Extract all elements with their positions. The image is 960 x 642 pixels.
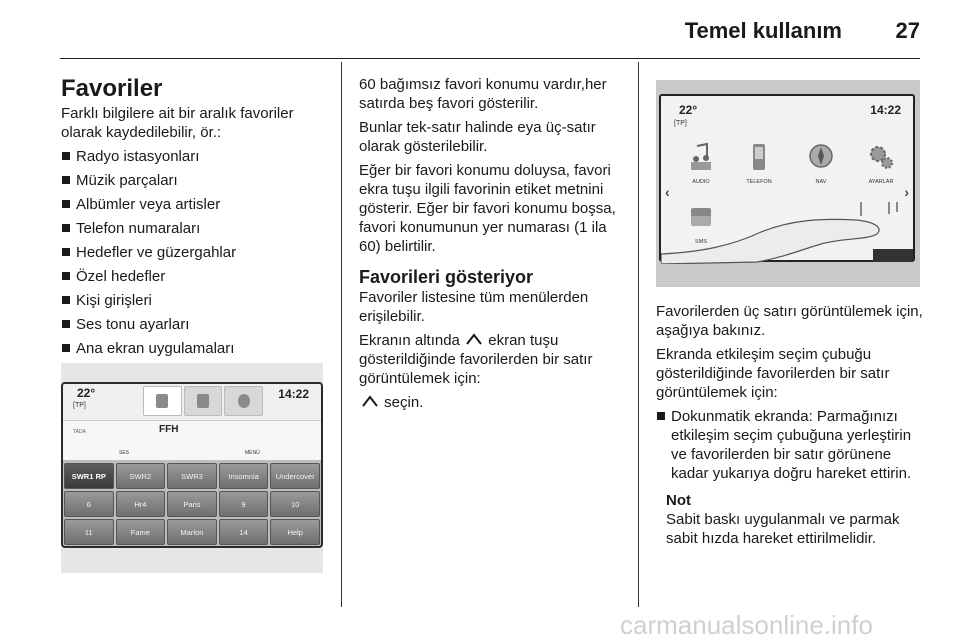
- note-text: Sabit baskı uygulanmalı ve parmak sabit hızda hareket ettirilmelidir.: [666, 511, 900, 547]
- favorite-button[interactable]: Fame: [116, 519, 166, 545]
- paragraph: Eğer bir favori konumu doluysa, favori ekra tuşu ilgili favorinin etiket metnini gösterir. Eğer bir favori konumu boşsa, favori konumunun yer numarası (1 ila 60) belirtilir.: [359, 162, 616, 255]
- list-item: Dokunmatik ekranda: Parmağınızı etkileşim seçim çubuğuna yerleştirin ve favorilerden bir satır görünene kadar yukarıya doğru hareket ettirin.: [656, 407, 924, 483]
- list-item: Albümler veya artisler: [61, 195, 331, 214]
- paragraph-part: Ekranın altında: [359, 332, 460, 349]
- column-divider-1: [341, 62, 342, 607]
- interaction-selector-bar[interactable]: [873, 249, 913, 262]
- list-item: Ana ekran uygulamaları: [61, 339, 331, 358]
- favorite-button[interactable]: Help: [270, 519, 320, 545]
- list-item: Kişi girişleri: [61, 291, 331, 310]
- screen-frame: [659, 94, 915, 262]
- column-3: [656, 302, 924, 548]
- tab-nav[interactable]: [224, 386, 263, 416]
- favorite-button[interactable]: Paris: [167, 491, 217, 517]
- tab-phone[interactable]: [184, 386, 223, 416]
- favorite-button[interactable]: Hr4: [116, 491, 166, 517]
- favorites-list: [61, 147, 331, 358]
- source-tabs: [143, 386, 263, 416]
- favorite-button[interactable]: Insomnia: [219, 463, 269, 489]
- compass-icon: [807, 142, 835, 172]
- column-divider-2: [638, 62, 639, 607]
- paragraph-part: ekran tuşu gösterildiğinde favorilerden bir satır görüntülemek için:: [359, 332, 593, 387]
- app-label: SMS: [695, 239, 707, 245]
- paragraph: Bunlar tek-satır halinde eya üç-satır olarak gösterilebilir.: [359, 119, 596, 155]
- list-item: Müzik parçaları: [61, 171, 331, 190]
- list-item: Ses tonu ayarları: [61, 315, 331, 334]
- chevron-up-icon: [464, 332, 484, 346]
- phone-icon: [197, 394, 209, 408]
- sound-button[interactable]: SES: [119, 450, 130, 456]
- favorite-button[interactable]: SWR2: [116, 463, 166, 489]
- station-name: FFH: [159, 424, 179, 435]
- paragraph: Ekranda etkileşim seçim çubuğu gösterildiğinde favorilerden bir satır görüntülemek için:: [656, 346, 890, 401]
- chevron-up-icon: [360, 394, 380, 408]
- favorite-button[interactable]: Undercover: [270, 463, 320, 489]
- favorite-button[interactable]: 14: [219, 519, 269, 545]
- paragraph: Favorilerden üç satırı görüntülemek için, aşağıya bakınız.: [656, 303, 923, 339]
- clock: 14:22: [278, 387, 309, 401]
- music-icon: [156, 394, 168, 408]
- gear-icon: [867, 142, 895, 172]
- status-bar: [63, 384, 321, 420]
- page-header: [0, 0, 960, 62]
- tp-indicator: [TP]: [73, 402, 86, 409]
- compass-icon: [238, 394, 250, 408]
- music-note-icon: [687, 142, 715, 172]
- list-item: Özel hedefler: [61, 267, 331, 286]
- subheading: Favorileri gösteriyor: [359, 267, 534, 287]
- paragraph-part: seçin.: [384, 394, 424, 411]
- header-title: Temel kullanım: [684, 18, 842, 43]
- favorite-button[interactable]: 10: [270, 491, 320, 517]
- paragraph: 60 bağımsız favori konumu vardır,her satırda beş favori gösterilir.: [359, 76, 607, 112]
- app-label: AUDIO: [692, 179, 710, 185]
- paragraph: [359, 393, 627, 412]
- column-1: [61, 75, 331, 363]
- chevron-left-icon[interactable]: ‹: [665, 184, 670, 200]
- clock: 14:22: [870, 103, 901, 117]
- temperature: 22°: [77, 386, 96, 400]
- menu-button[interactable]: MENÜ: [245, 450, 260, 456]
- tp-indicator: [TP]: [674, 120, 687, 127]
- home-screen-illustration: [656, 80, 920, 287]
- station-small-label: TADA: [73, 429, 86, 435]
- header-rule: [60, 58, 920, 59]
- favorite-button[interactable]: 11: [64, 519, 114, 545]
- paragraph: [359, 331, 627, 388]
- instruction-list: [656, 407, 924, 483]
- favorite-button[interactable]: 9: [219, 491, 269, 517]
- note-box: [656, 491, 924, 548]
- favorite-button[interactable]: 6: [64, 491, 114, 517]
- favorite-button[interactable]: Marlon: [167, 519, 217, 545]
- intro-text: Farklı bilgilere ait bir aralık favoriler olarak kaydedilebilir, ör.:: [61, 105, 294, 141]
- screen-frame: [61, 382, 323, 548]
- list-item: Radyo istasyonları: [61, 147, 331, 166]
- note-title: Not: [666, 492, 691, 509]
- app-label: NAV: [815, 179, 827, 185]
- page-number: 27: [895, 18, 920, 43]
- paragraph: Favoriler listesine tüm menülerden erişilebilir.: [359, 289, 589, 325]
- favorites-grid: [64, 463, 320, 545]
- temperature: 22°: [679, 103, 698, 117]
- app-label: TELEFON: [746, 179, 772, 185]
- favorite-button[interactable]: SWR3: [167, 463, 217, 489]
- favorites-screen-illustration: [61, 363, 323, 573]
- section-heading: Favoriler: [61, 75, 163, 102]
- tab-audio[interactable]: [143, 386, 182, 416]
- list-item: Telefon numaraları: [61, 219, 331, 238]
- list-item: Hedefler ve güzergahlar: [61, 243, 331, 262]
- station-panel: [63, 420, 321, 460]
- column-2: [359, 75, 627, 417]
- watermark: carmanualsonline.info: [620, 610, 873, 640]
- app-label: AYARLAR: [868, 179, 894, 185]
- favorite-button[interactable]: SWR1 RP: [64, 463, 114, 489]
- chevron-right-icon[interactable]: ›: [904, 184, 909, 200]
- phone-icon: [745, 142, 773, 172]
